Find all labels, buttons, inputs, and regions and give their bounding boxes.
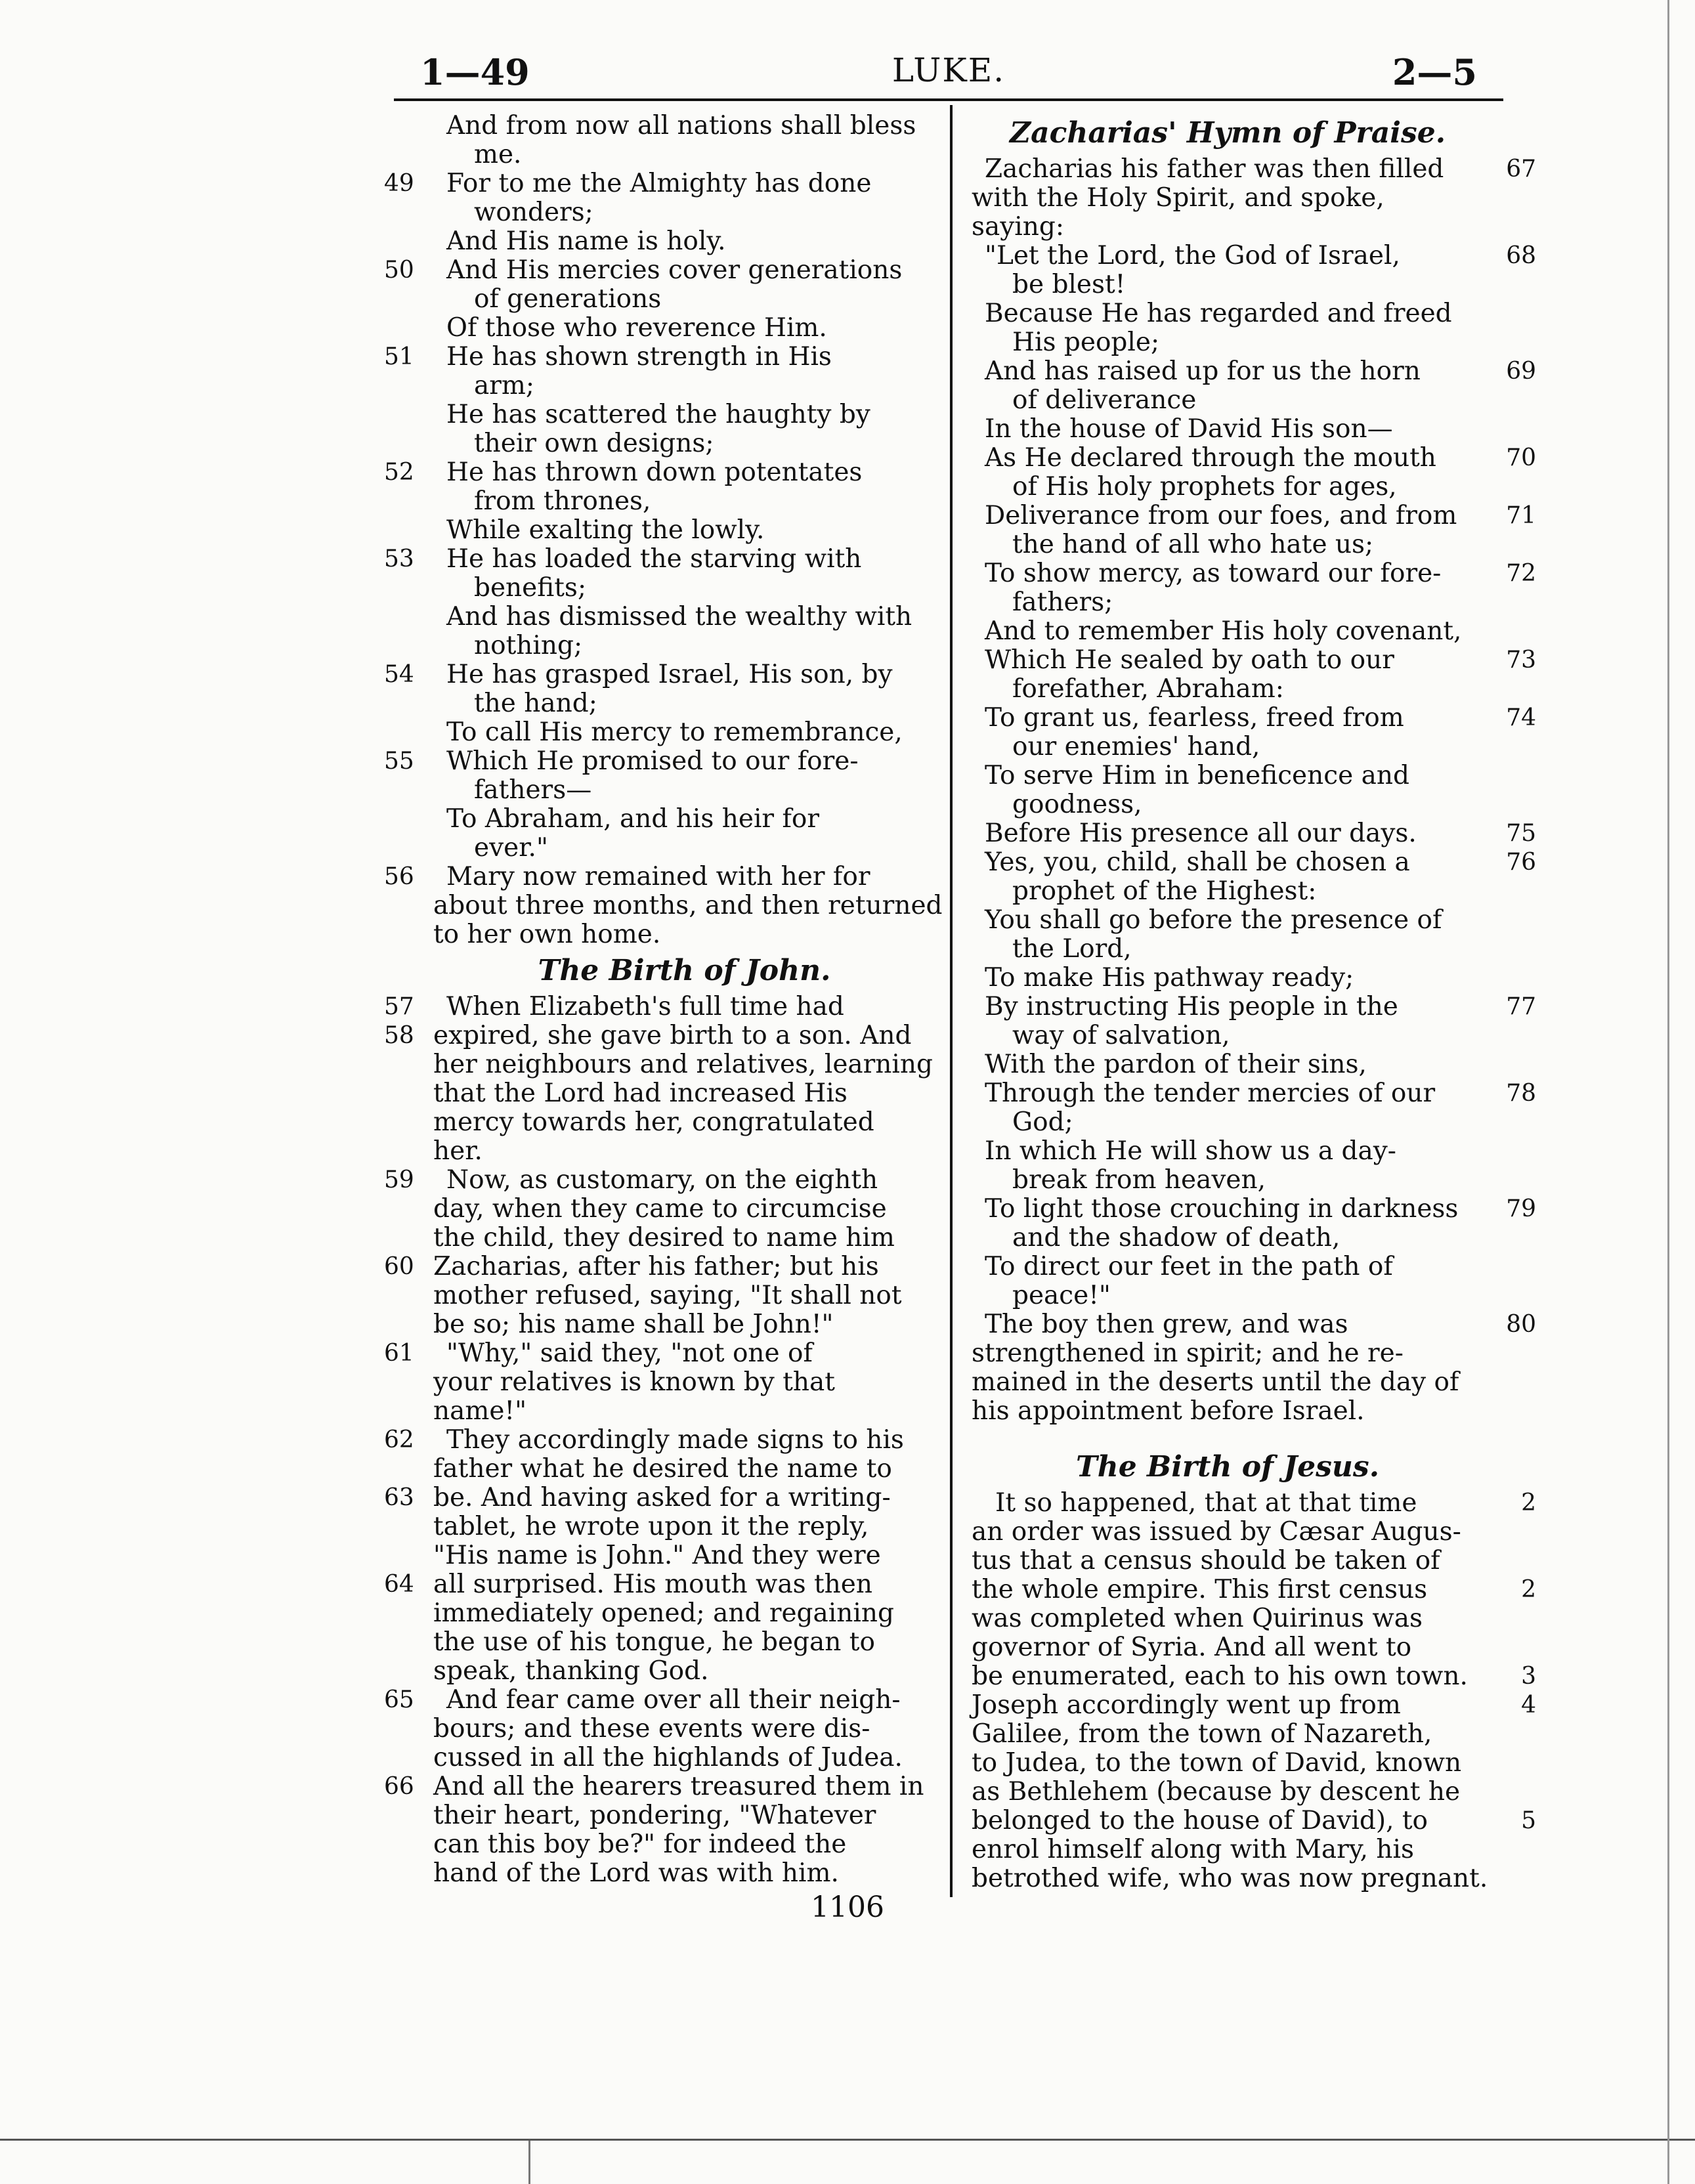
line-text: of generations — [474, 284, 662, 314]
text-line — [384, 458, 935, 487]
line-text: all surprised. His mouth was then — [433, 1570, 872, 1599]
text-line — [972, 242, 1536, 270]
text-line — [384, 660, 935, 689]
text-line — [384, 1397, 935, 1426]
verse-number: 67 — [1506, 156, 1536, 182]
text-line — [384, 993, 935, 1021]
section-heading: Zacharias' Hymn of Praise. — [1009, 116, 1446, 150]
line-text: cussed in all the highlands of Judea. — [433, 1743, 903, 1772]
section-heading: The Birth of Jesus. — [1075, 1450, 1380, 1484]
line-text: be enumerated, each to his own town. — [972, 1661, 1468, 1691]
text-line — [384, 689, 935, 718]
line-text: Yes, you, child, shall be chosen a — [985, 847, 1410, 877]
text-line — [972, 1864, 1536, 1893]
text-line — [384, 112, 935, 140]
verse-number: 52 — [384, 459, 414, 486]
running-header — [394, 51, 1503, 92]
text-line — [972, 1633, 1536, 1662]
line-text: And to remember His holy covenant, — [985, 616, 1462, 646]
line-text: To make His pathway ready; — [985, 963, 1354, 993]
text-line — [972, 848, 1536, 877]
text-line — [384, 920, 935, 949]
page-right-edge — [1667, 0, 1669, 2184]
line-text: saying: — [972, 212, 1064, 242]
text-line — [972, 1281, 1536, 1310]
text-line — [384, 1021, 935, 1050]
text-line — [384, 1628, 935, 1657]
line-text: belonged to the house of David), to — [972, 1806, 1428, 1835]
text-line — [972, 559, 1536, 588]
line-text: Deliverance from our foes, and from — [985, 501, 1457, 530]
line-text: His people; — [1012, 328, 1160, 357]
line-text: And fear came over all their neigh- — [446, 1685, 901, 1715]
text-line — [972, 1108, 1536, 1137]
text-line — [972, 1807, 1536, 1835]
section-heading: The Birth of John. — [538, 954, 831, 987]
text-line — [384, 1859, 935, 1888]
verse-number: 75 — [1506, 820, 1536, 847]
column-divider — [950, 105, 953, 1897]
line-text: her. — [433, 1136, 483, 1166]
verse-number: 2 — [1521, 1576, 1536, 1603]
verse-number: 55 — [384, 748, 414, 775]
text-line — [384, 1772, 935, 1801]
text-line — [972, 1021, 1536, 1050]
line-text: their own designs; — [474, 429, 714, 458]
text-line — [972, 1137, 1536, 1166]
text-line — [384, 1599, 935, 1628]
line-text: the whole empire. This first census — [972, 1575, 1428, 1604]
section-gap — [972, 1426, 1536, 1445]
text-line — [972, 1195, 1536, 1224]
line-text: speak, thanking God. — [433, 1656, 709, 1686]
text-line — [384, 718, 935, 747]
line-text: mother refused, saying, "It shall not — [433, 1281, 902, 1310]
text-line — [384, 1512, 935, 1541]
text-line — [972, 790, 1536, 819]
line-text: And has dismissed the wealthy with — [446, 602, 912, 632]
text-line — [384, 1541, 935, 1570]
text-line — [384, 1339, 935, 1368]
line-text: He has thrown down potentates — [446, 458, 863, 487]
line-text: father what he desired the name to — [433, 1454, 892, 1484]
line-text: of deliverance — [1012, 385, 1197, 415]
line-text: tus that a census should be taken of — [972, 1546, 1440, 1575]
text-line — [972, 1691, 1536, 1720]
line-text: governor of Syria. And all went to — [972, 1633, 1412, 1662]
line-text: can this boy be?" for indeed the — [433, 1830, 847, 1859]
line-text: tablet, he wrote upon it the reply, — [433, 1512, 869, 1541]
text-line — [972, 993, 1536, 1021]
line-text: strengthened in spirit; and he re- — [972, 1338, 1404, 1368]
line-text: expired, she gave birth to a son. And — [433, 1021, 912, 1050]
line-text: with the Holy Spirit, and spoke, — [972, 183, 1384, 213]
text-line — [972, 415, 1536, 444]
verse-number: 68 — [1506, 242, 1536, 269]
text-line — [972, 877, 1536, 906]
line-text: to her own home. — [433, 920, 661, 949]
text-line — [384, 285, 935, 314]
text-line — [384, 1570, 935, 1599]
line-text: her neighbours and relatives, learning — [433, 1050, 933, 1079]
line-text: bours; and these events were dis- — [433, 1714, 870, 1744]
line-text: benefits; — [474, 573, 587, 603]
text-line — [384, 1368, 935, 1397]
text-line — [384, 632, 935, 660]
text-line — [384, 487, 935, 516]
line-text: He has scattered the haughty by — [446, 400, 870, 429]
text-line — [972, 1368, 1536, 1397]
text-line — [384, 1715, 935, 1744]
line-text: Mary now remained with her for — [446, 862, 870, 891]
text-line — [972, 1575, 1536, 1604]
line-text: To call His mercy to remembrance, — [446, 717, 903, 747]
verse-number: 74 — [1506, 704, 1536, 731]
line-text: peace!" — [1012, 1281, 1111, 1310]
text-line — [972, 328, 1536, 357]
line-text: way of salvation, — [1012, 1021, 1230, 1050]
verse-number: 50 — [384, 257, 414, 284]
text-line — [972, 502, 1536, 530]
text-line — [384, 1455, 935, 1484]
text-line — [384, 1166, 935, 1195]
verse-number: 66 — [384, 1773, 414, 1800]
line-text: mained in the deserts until the day of — [972, 1367, 1459, 1397]
line-text: You shall go before the presence of — [985, 905, 1442, 935]
line-text: their heart, pondering, "Whatever — [433, 1801, 876, 1830]
verse-number: 54 — [384, 661, 414, 688]
text-line — [384, 805, 935, 834]
text-line — [972, 964, 1536, 993]
line-text: me. — [474, 140, 522, 169]
text-line — [384, 343, 935, 372]
line-text: And His mercies cover generations — [446, 255, 903, 285]
verse-number: 76 — [1506, 849, 1536, 876]
text-line — [384, 256, 935, 285]
verse-number: 51 — [384, 343, 414, 370]
text-line — [972, 1253, 1536, 1281]
header-book-title: LUKE. — [891, 51, 1006, 89]
page-number: 1106 — [811, 1891, 884, 1924]
line-text: For to me the Almighty has done — [446, 169, 872, 198]
line-text: To serve Him in beneficence and — [985, 761, 1409, 790]
line-text: They accordingly made signs to his — [446, 1425, 904, 1455]
text-line — [384, 1484, 935, 1512]
verse-number: 72 — [1506, 560, 1536, 587]
text-line — [972, 386, 1536, 415]
verse-number: 71 — [1506, 502, 1536, 529]
line-text: the hand; — [474, 689, 597, 718]
text-line — [972, 935, 1536, 964]
verse-number: 57 — [384, 993, 414, 1020]
line-text: hand of the Lord was with him. — [433, 1858, 839, 1888]
text-line — [972, 588, 1536, 617]
line-text: mercy towards her, congratulated — [433, 1107, 874, 1137]
text-line — [972, 1547, 1536, 1575]
line-text: To show mercy, as toward our fore- — [985, 559, 1442, 588]
text-line — [972, 906, 1536, 935]
text-line — [384, 545, 935, 574]
text-line — [384, 516, 935, 545]
line-text: And all the hearers treasured them in — [433, 1772, 924, 1801]
line-text: In the house of David His son— — [985, 414, 1393, 444]
line-text: Before His presence all our days. — [985, 819, 1417, 848]
line-text: The boy then grew, and was — [985, 1310, 1348, 1339]
line-text: of His holy prophets for ages, — [1012, 472, 1397, 502]
text-line — [384, 1224, 935, 1253]
verse-number: 56 — [384, 863, 414, 890]
line-text: goodness, — [1012, 790, 1142, 819]
text-line — [384, 1079, 935, 1108]
text-line — [384, 1137, 935, 1166]
text-line — [972, 617, 1536, 646]
text-line — [972, 675, 1536, 704]
text-line — [972, 1749, 1536, 1778]
right-column — [972, 112, 1536, 1893]
line-text: And has raised up for us the horn — [985, 356, 1421, 386]
text-line — [384, 1830, 935, 1859]
line-text: Of those who reverence Him. — [446, 313, 827, 343]
line-text: Zacharias, after his father; but his — [433, 1252, 879, 1281]
line-text: He has grasped Israel, His son, by — [446, 660, 893, 689]
line-text: nothing; — [474, 631, 583, 660]
text-line — [972, 444, 1536, 473]
verse-number: 2 — [1521, 1489, 1536, 1516]
line-text: ever." — [474, 833, 548, 863]
line-text: fathers— — [474, 775, 592, 805]
text-line — [384, 169, 935, 198]
line-text: Now, as customary, on the eighth — [446, 1165, 878, 1195]
line-text: the hand of all who hate us; — [1012, 530, 1374, 559]
text-line — [384, 1744, 935, 1772]
line-text: the Lord, — [1012, 934, 1132, 964]
line-text: It so happened, that at that time — [995, 1488, 1417, 1518]
text-line — [972, 155, 1536, 184]
line-text: In which He will show us a day- — [985, 1136, 1396, 1166]
line-text: to Judea, to the town of David, known — [972, 1748, 1462, 1778]
text-line — [972, 704, 1536, 733]
line-text: God; — [1012, 1107, 1073, 1137]
line-text: name!" — [433, 1396, 527, 1426]
line-text: be. And having asked for a writing- — [433, 1483, 891, 1512]
text-line — [972, 1835, 1536, 1864]
text-line — [384, 891, 943, 920]
text-line — [384, 1310, 935, 1339]
verse-number: 61 — [384, 1340, 414, 1367]
text-line — [384, 372, 935, 400]
text-line — [972, 473, 1536, 502]
text-line — [384, 1657, 935, 1686]
text-line — [972, 184, 1536, 213]
text-line — [972, 761, 1536, 790]
text-line — [384, 863, 935, 891]
line-text: be blest! — [1012, 270, 1126, 299]
text-line — [972, 1778, 1536, 1807]
text-line — [384, 747, 935, 776]
line-text: By instructing His people in the — [985, 992, 1398, 1021]
verse-number: 49 — [384, 170, 414, 197]
line-text: immediately opened; and regaining — [433, 1598, 894, 1628]
verse-number: 3 — [1521, 1663, 1536, 1690]
text-line — [384, 574, 935, 603]
line-text: Which He promised to our fore- — [446, 746, 859, 776]
line-text: enrol himself along with Mary, his — [972, 1835, 1414, 1864]
text-line — [972, 1604, 1536, 1633]
text-line — [384, 1686, 935, 1715]
line-text: To grant us, fearless, freed from — [985, 703, 1404, 733]
text-line — [384, 400, 935, 429]
text-line — [384, 1801, 935, 1830]
line-text: To Abraham, and his heir for — [446, 804, 820, 834]
text-line — [384, 227, 935, 256]
header-verse-range-start: 1—49 — [420, 51, 530, 93]
text-line — [972, 1224, 1536, 1253]
verse-number: 58 — [384, 1022, 414, 1049]
verse-number: 69 — [1506, 358, 1536, 385]
line-text: was completed when Quirinus was — [972, 1604, 1423, 1633]
text-line — [972, 1489, 1536, 1518]
line-text: Zacharias his father was then filled — [985, 154, 1444, 184]
text-line — [972, 1050, 1536, 1079]
text-line — [384, 1050, 935, 1079]
line-text: "Why," said they, "not one of — [446, 1338, 813, 1368]
line-text: that the Lord had increased His — [433, 1079, 848, 1108]
line-text: the child, they desired to name him — [433, 1223, 895, 1253]
line-text: break from heaven, — [1012, 1165, 1266, 1195]
text-line — [384, 776, 935, 805]
line-text: Which He sealed by oath to our — [985, 645, 1394, 675]
header-verse-range-end: 2—5 — [1392, 51, 1477, 93]
text-line — [972, 530, 1536, 559]
line-text: as Bethlehem (because by descent he — [972, 1777, 1461, 1807]
text-line — [384, 1108, 935, 1137]
line-text: and the shadow of death, — [1012, 1223, 1341, 1253]
left-column — [384, 111, 943, 1888]
line-text: about three months, and then returned — [433, 891, 943, 920]
bottom-edge-tick — [528, 2141, 530, 2184]
line-text: And from now all nations shall bless — [446, 111, 916, 140]
line-text: While exalting the lowly. — [446, 515, 765, 545]
line-text: from thrones, — [474, 486, 651, 516]
verse-number: 70 — [1506, 444, 1536, 471]
line-text: Galilee, from the town of Nazareth, — [972, 1719, 1432, 1749]
text-line — [384, 314, 935, 343]
text-line — [972, 1339, 1536, 1368]
line-text: "Let the Lord, the God of Israel, — [985, 241, 1400, 270]
verse-number: 78 — [1506, 1080, 1536, 1107]
text-line — [972, 819, 1536, 848]
line-text: our enemies' hand, — [1012, 732, 1260, 761]
text-line — [384, 1195, 935, 1224]
verse-number: 5 — [1521, 1807, 1536, 1834]
line-text: With the pardon of their sins, — [985, 1050, 1367, 1079]
verse-number: 59 — [384, 1167, 414, 1193]
text-line — [972, 1079, 1536, 1108]
text-line — [384, 1426, 935, 1455]
line-text: fathers; — [1012, 588, 1113, 617]
text-line — [972, 733, 1536, 761]
verse-number: 53 — [384, 546, 414, 572]
line-text: forefather, Abraham: — [1012, 674, 1284, 704]
line-text: "His name is John." And they were — [433, 1541, 881, 1570]
text-line — [384, 198, 935, 227]
text-line — [972, 270, 1536, 299]
header-rule — [394, 98, 1503, 101]
text-line — [384, 1281, 935, 1310]
text-line — [972, 357, 1536, 386]
line-text: He has loaded the starving with — [446, 544, 862, 574]
text-line — [972, 1166, 1536, 1195]
bottom-edge-rule — [0, 2139, 1695, 2141]
text-line — [972, 646, 1536, 675]
text-line — [384, 429, 935, 458]
line-text: an order was issued by Cæsar Augus- — [972, 1517, 1461, 1547]
verse-number: 79 — [1506, 1195, 1536, 1222]
line-text: betrothed wife, who was now pregnant. — [972, 1864, 1488, 1893]
line-text: Because He has regarded and freed — [985, 299, 1452, 328]
line-text: wonders; — [474, 198, 593, 227]
verse-number: 64 — [384, 1571, 414, 1598]
line-text: And His name is holy. — [446, 226, 726, 256]
verse-number: 62 — [384, 1426, 414, 1453]
line-text: his appointment before Israel. — [972, 1396, 1365, 1426]
line-text: be so; his name shall be John!" — [433, 1310, 834, 1339]
text-line — [972, 299, 1536, 328]
verse-number: 4 — [1521, 1692, 1536, 1719]
text-line — [972, 1518, 1536, 1547]
verse-number: 77 — [1506, 993, 1536, 1020]
line-text: When Elizabeth's full time had — [446, 992, 844, 1021]
line-text: To direct our feet in the path of — [985, 1252, 1393, 1281]
line-text: As He declared through the mouth — [985, 443, 1436, 473]
line-text: Through the tender mercies of our — [985, 1079, 1436, 1108]
verse-number: 80 — [1506, 1311, 1536, 1338]
line-text: the use of his tongue, he began to — [433, 1627, 875, 1657]
line-text: To light those crouching in darkness — [985, 1194, 1459, 1224]
line-text: your relatives is known by that — [433, 1367, 835, 1397]
text-line — [384, 1253, 935, 1281]
verse-number: 73 — [1506, 647, 1536, 674]
verse-number: 60 — [384, 1253, 414, 1280]
text-line — [384, 603, 935, 632]
text-line — [972, 213, 1536, 242]
verse-number: 65 — [384, 1686, 414, 1713]
text-line — [384, 834, 935, 863]
text-line — [972, 1397, 1536, 1426]
text-line — [972, 1662, 1536, 1691]
line-text: day, when they came to circumcise — [433, 1194, 887, 1224]
text-line — [384, 140, 935, 169]
line-text: arm; — [474, 371, 535, 400]
line-text: Joseph accordingly went up from — [972, 1690, 1401, 1720]
line-text: prophet of the Highest: — [1012, 876, 1317, 906]
text-line — [972, 1720, 1536, 1749]
line-text: He has shown strength in His — [446, 342, 832, 372]
verse-number: 63 — [384, 1484, 414, 1511]
text-line — [972, 1310, 1536, 1339]
